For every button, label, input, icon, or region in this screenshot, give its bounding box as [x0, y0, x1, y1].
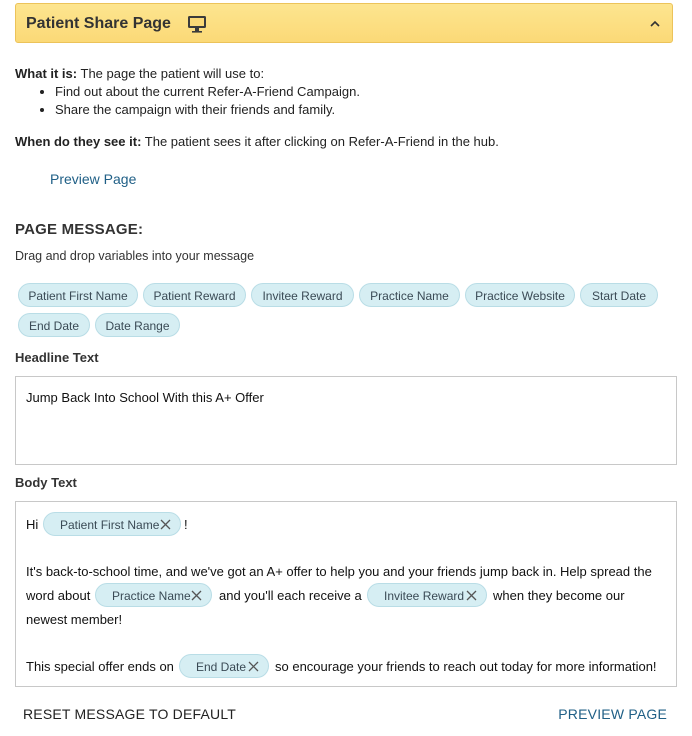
- variable-chip-date-range[interactable]: Date Range: [95, 313, 180, 337]
- when-seen: [15, 133, 499, 151]
- variable-chip-patient-reward[interactable]: Patient Reward: [143, 283, 246, 307]
- chevron-up-icon[interactable]: [648, 17, 662, 31]
- body-label: Body Text: [15, 475, 77, 490]
- page-message-title: PAGE MESSAGE:: [15, 221, 144, 238]
- body-text: word about: [26, 588, 91, 603]
- preview-page-link[interactable]: Preview Page: [50, 171, 137, 187]
- close-icon[interactable]: [248, 661, 259, 672]
- monitor-icon: [186, 15, 208, 33]
- variable-chip-practice-website[interactable]: Practice Website: [465, 283, 575, 307]
- headline-label: Headline Text: [15, 350, 99, 365]
- preview-page-button[interactable]: PREVIEW PAGE: [558, 706, 667, 722]
- what-label: What it is:: [15, 66, 78, 81]
- headline-value: Jump Back Into School With this A+ Offer: [26, 390, 264, 405]
- list-item: • Share the campaign with their friends and family.: [55, 101, 360, 119]
- variable-chip-patient-first-name[interactable]: Patient First Name: [18, 283, 138, 307]
- body-editor[interactable]: [15, 501, 677, 687]
- section-title: Patient Share Page: [26, 15, 171, 32]
- body-text: It's back-to-school time, and we've got an A+ offer to help you and your friends jump back in. Help spread the: [26, 564, 652, 579]
- purpose-list: [15, 83, 360, 119]
- variable-chip-practice-name[interactable]: Practice Name: [359, 283, 460, 307]
- drag-hint: Drag and drop variables into your message: [15, 249, 255, 263]
- body-text: Hi: [26, 517, 39, 532]
- close-icon[interactable]: [466, 590, 477, 601]
- variable-chip-end-date[interactable]: End Date: [18, 313, 90, 337]
- token-practice-name[interactable]: [95, 583, 212, 607]
- token-label: Practice Name: [112, 589, 191, 603]
- variable-chip-invitee-reward[interactable]: Invitee Reward: [251, 283, 354, 307]
- when-text: The patient sees it after clicking on Refer-A-Friend in the hub.: [144, 134, 499, 149]
- body-text: This special offer ends on: [26, 659, 174, 674]
- token-invitee-reward[interactable]: [367, 583, 487, 607]
- token-patient-first-name[interactable]: [43, 512, 181, 536]
- headline-input[interactable]: [15, 376, 677, 465]
- what-text: The page the patient will use to:: [80, 66, 265, 81]
- reset-message-button[interactable]: RESET MESSAGE TO DEFAULT: [23, 706, 237, 722]
- when-label: When do they see it:: [15, 134, 142, 149]
- token-label: Patient First Name: [60, 518, 160, 532]
- close-icon[interactable]: [160, 519, 171, 530]
- body-text: when they become our: [493, 588, 625, 603]
- body-text: !: [184, 517, 188, 532]
- section-header[interactable]: [15, 3, 673, 43]
- token-end-date[interactable]: [179, 654, 269, 678]
- list-item: • Find out about the current Refer-A-Friend Campaign.: [55, 83, 360, 101]
- what-it-is: [15, 65, 264, 83]
- body-text: so encourage your friends to reach out today for more information!: [275, 659, 657, 674]
- body-text: newest member!: [26, 612, 123, 627]
- token-label: Invitee Reward: [384, 589, 465, 603]
- body-text: and you'll each receive a: [219, 588, 362, 603]
- close-icon[interactable]: [191, 590, 202, 601]
- variable-chip-start-date[interactable]: Start Date: [580, 283, 658, 307]
- token-label: End Date: [196, 660, 247, 674]
